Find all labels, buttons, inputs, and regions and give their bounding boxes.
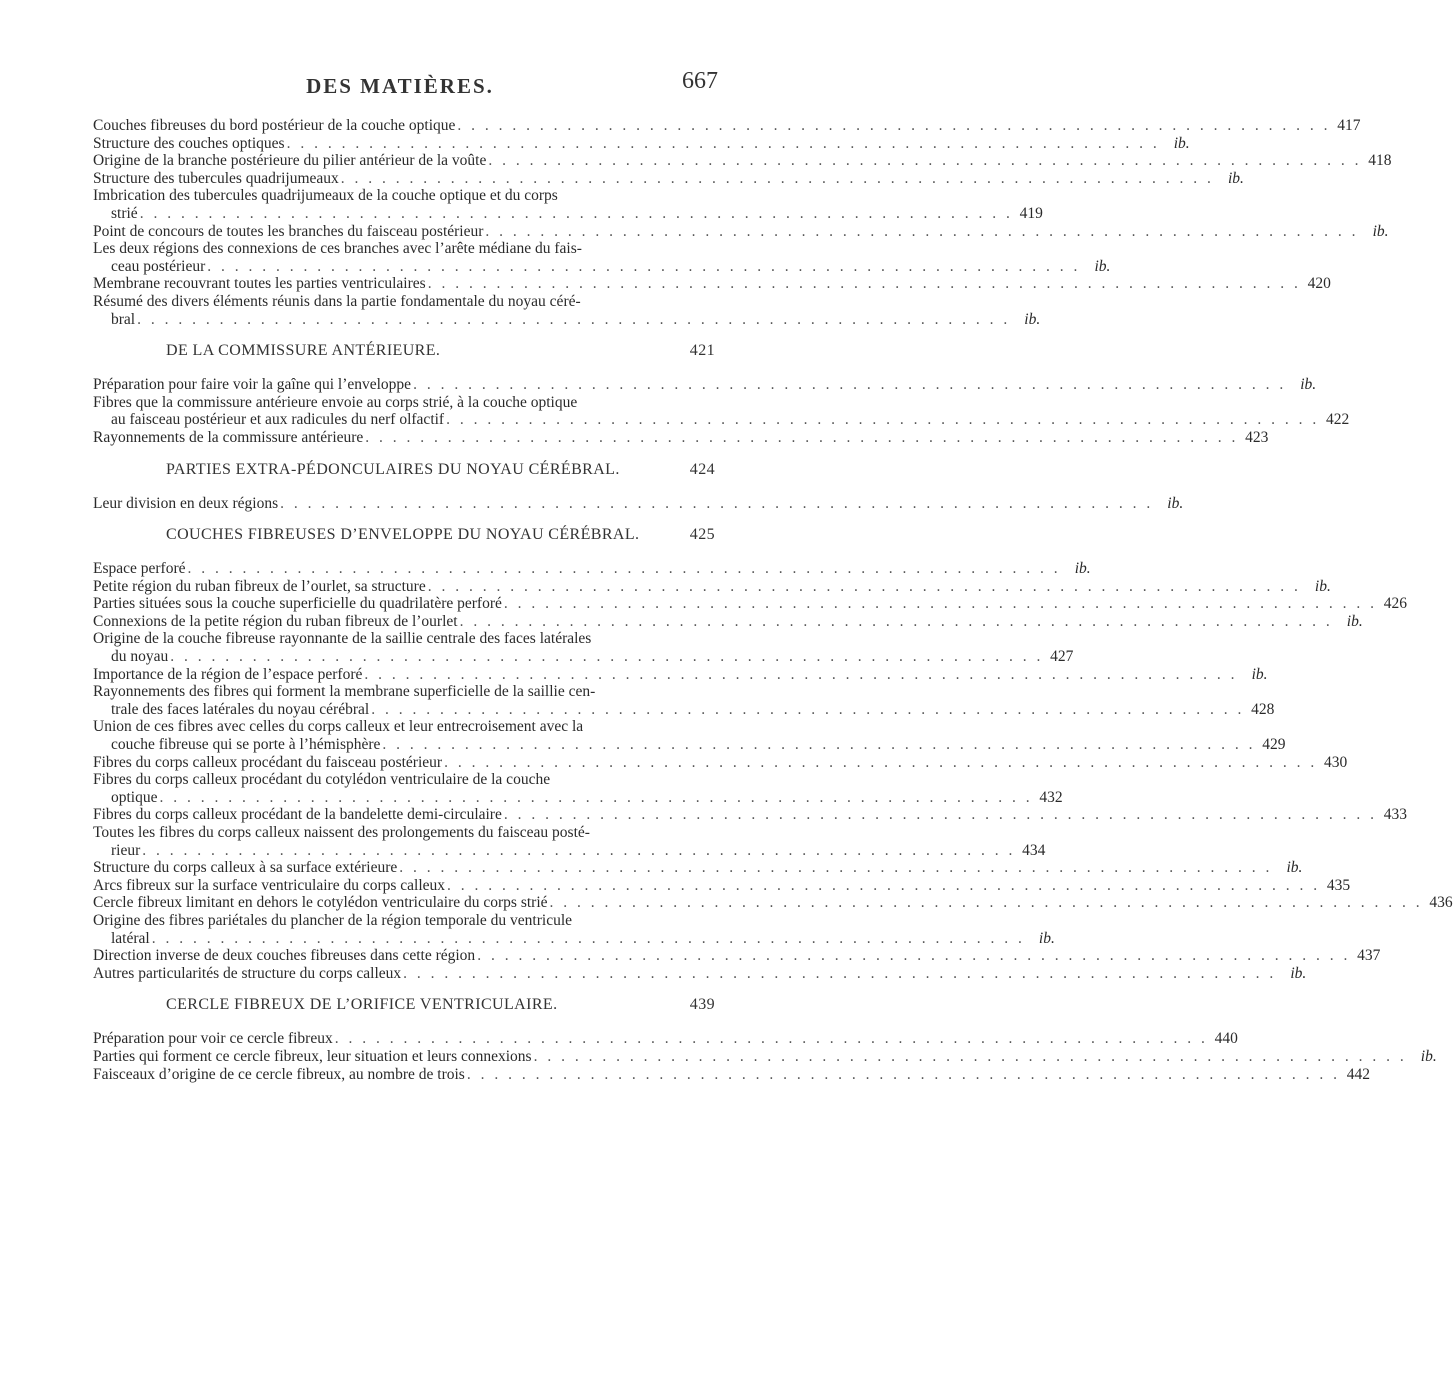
entry-text: bral bbox=[111, 310, 136, 328]
dot-leader: . . . . . . . . . . . . . . . . . . . . . . . . . . . . . . . . . . . . . . . . . . . . . . . . . . . . . . . . . . . . . . . . bbox=[280, 494, 1154, 512]
entry-text: Structure du corps calleux à sa surface extérieure bbox=[93, 859, 398, 877]
toc-entry bbox=[93, 771, 1063, 806]
entry-text: Imbrication des tubercules quadrijumeaux de la couche optique et du corps bbox=[93, 187, 558, 205]
dot-leader: . . . . . . . . . . . . . . . . . . . . . . . . . . . . . . . . . . . . . . . . . . . . . . . . . . . . . . . . . . . . . . . . bbox=[142, 841, 1016, 859]
entry-line bbox=[93, 630, 715, 648]
dot-leader: . . . . . . . . . . . . . . . . . . . . . . . . . . . . . . . . . . . . . . . . . . . . . . . . . . . . . . . . . . . . . . . . bbox=[207, 257, 1081, 275]
entry-line bbox=[93, 577, 1331, 596]
toc-entry bbox=[93, 134, 1190, 153]
entry-page-ref: ib. bbox=[1024, 310, 1041, 328]
toc-entry bbox=[93, 665, 1268, 684]
toc-entry bbox=[93, 630, 1074, 666]
dot-leader: . . . . . . . . . . . . . . . . . . . . . . . . . . . . . . . . . . . . . . . . . . . . . . . . . . . . . . . . . . . . . . . . bbox=[549, 894, 1423, 912]
section-page-ref: 421 bbox=[689, 342, 715, 360]
entry-page-ref: 418 bbox=[1368, 152, 1392, 170]
entry-line bbox=[93, 117, 1361, 135]
entry-text: Autres particularités de structure du corps calleux bbox=[93, 964, 402, 982]
entry-line bbox=[93, 293, 715, 311]
entry-text: Rayonnements de la commissure antérieure bbox=[93, 428, 364, 446]
dot-leader: . . . . . . . . . . . . . . . . . . . . . . . . . . . . . . . . . . . . . . . . . . . . . . . . . . . . . . . . . . . . . . . . bbox=[151, 929, 1025, 947]
dot-leader: . . . . . . . . . . . . . . . . . . . . . . . . . . . . . . . . . . . . . . . . . . . . . . . . . . . . . . . . . . . . . . . . bbox=[444, 753, 1318, 771]
entry-line bbox=[93, 806, 1407, 824]
entry-text: Résumé des divers éléments réunis dans la partie fondamentale du noyau céré- bbox=[93, 292, 581, 310]
entry-text: Parties qui forment ce cercle fibreux, leur situation et leurs connexions bbox=[93, 1047, 532, 1065]
entry-line bbox=[93, 240, 715, 258]
section-page-ref: 424 bbox=[689, 460, 715, 478]
section-title: COUCHES FIBREUSES D’ENVELOPPE DU NOYAU CÉRÉBRAL. bbox=[166, 526, 640, 544]
dot-leader: . . . . . . . . . . . . . . . . . . . . . . . . . . . . . . . . . . . . . . . . . . . . . . . . . . . . . . . . . . . . . . . . bbox=[139, 204, 1013, 222]
toc-entry bbox=[93, 240, 1111, 275]
page-header bbox=[0, 68, 800, 108]
entry-page-ref: ib. bbox=[1346, 612, 1363, 630]
entry-line bbox=[93, 947, 1381, 965]
toc-entry bbox=[93, 1047, 1437, 1066]
entry-line bbox=[93, 612, 1363, 631]
section-title: CERCLE FIBREUX DE L’ORIFICE VENTRICULAIRE. bbox=[166, 996, 558, 1014]
toc-entry bbox=[93, 117, 1361, 135]
entry-line bbox=[93, 718, 715, 736]
entry-text: Rayonnements des fibres qui forment la membrane superficielle de la saillie cen- bbox=[93, 683, 596, 701]
toc-entry bbox=[93, 1030, 1238, 1048]
section-heading bbox=[93, 996, 715, 1014]
entry-page-ref: 434 bbox=[1022, 841, 1046, 859]
dot-leader: . . . . . . . . . . . . . . . . . . . . . . . . . . . . . . . . . . . . . . . . . . . . . . . . . . . . . . . . . . . . . . . . bbox=[447, 876, 1321, 894]
entry-page-ref: 432 bbox=[1039, 788, 1063, 806]
table-of-contents bbox=[93, 117, 1453, 1083]
toc-entry bbox=[93, 753, 1348, 772]
entry-page-ref: ib. bbox=[1227, 169, 1244, 187]
entry-line bbox=[93, 876, 1351, 895]
entry-text: au faisceau postérieur et aux radicules du nerf olfactif bbox=[111, 411, 445, 429]
running-title: DES MATIÈRES. bbox=[306, 74, 494, 98]
section-title: DE LA COMMISSURE ANTÉRIEURE. bbox=[166, 342, 441, 360]
section-heading bbox=[93, 342, 715, 360]
entry-text: Faisceaux d’origine de ce cercle fibreux, au nombre de trois bbox=[93, 1065, 465, 1083]
entry-page-ref: 422 bbox=[1325, 411, 1350, 429]
entry-text: Arcs fibreux sur la surface ventriculaire du corps calleux bbox=[93, 876, 446, 894]
toc-entry bbox=[93, 911, 1055, 947]
entry-text: Origine des fibres pariétales du plancher de la région temporale du ventricule bbox=[93, 911, 573, 929]
entry-line bbox=[93, 411, 1350, 429]
entry-line bbox=[93, 494, 1184, 513]
entry-text: Fibres du corps calleux procédant de la bandelette demi-circulaire bbox=[93, 806, 502, 824]
dot-leader: . . . . . . . . . . . . . . . . . . . . . . . . . . . . . . . . . . . . . . . . . . . . . . . . . . . . . . . . . . . . . . . . bbox=[170, 648, 1044, 666]
toc-entry bbox=[93, 964, 1307, 983]
entry-text: Couches fibreuses du bord postérieur de la couche optique bbox=[93, 117, 456, 134]
entry-text: Connexions de la petite région du ruban fibreux de l’ourlet bbox=[93, 612, 458, 630]
entry-page-ref: ib. bbox=[1290, 964, 1307, 982]
entry-line bbox=[93, 753, 1348, 772]
entry-page-ref: 419 bbox=[1019, 204, 1043, 222]
toc-entry bbox=[93, 275, 1331, 293]
entry-page-ref: ib. bbox=[1420, 1047, 1437, 1065]
dot-leader: . . . . . . . . . . . . . . . . . . . . . . . . . . . . . . . . . . . . . . . . . . . . . . . . . . . . . . . . . . . . . . . . bbox=[488, 152, 1362, 170]
entry-page-ref: 423 bbox=[1245, 428, 1269, 446]
entry-page-ref: 430 bbox=[1323, 753, 1348, 771]
entry-line bbox=[93, 257, 1111, 276]
entry-line bbox=[93, 560, 1091, 578]
entry-page-ref: 420 bbox=[1307, 275, 1331, 293]
entry-page-ref: 436 bbox=[1429, 894, 1453, 912]
entry-line bbox=[93, 841, 1046, 860]
toc-entry bbox=[93, 428, 1269, 447]
entry-text: rieur bbox=[111, 841, 141, 859]
toc-entry bbox=[93, 806, 1407, 824]
entry-line bbox=[93, 859, 1303, 877]
dot-leader: . . . . . . . . . . . . . . . . . . . . . . . . . . . . . . . . . . . . . . . . . . . . . . . . . . . . . . . . . . . . . . . . bbox=[159, 788, 1033, 806]
entry-line bbox=[93, 152, 1392, 170]
entry-text: Préparation pour faire voir la gaîne qui l’enveloppe bbox=[93, 376, 412, 394]
entry-line bbox=[93, 134, 1190, 153]
entry-page-ref: ib. bbox=[1300, 376, 1317, 394]
entry-line bbox=[93, 169, 1244, 188]
entry-text: Espace perforé bbox=[93, 560, 186, 578]
entry-page-ref: ib. bbox=[1074, 560, 1091, 578]
entry-page-ref: ib. bbox=[1251, 665, 1268, 683]
entry-line bbox=[93, 187, 715, 205]
entry-text: trale des faces latérales du noyau cérébral bbox=[111, 700, 370, 718]
dot-leader: . . . . . . . . . . . . . . . . . . . . . . . . . . . . . . . . . . . . . . . . . . . . . . . . . . . . . . . . . . . . . . . . bbox=[137, 310, 1011, 328]
entry-line bbox=[93, 824, 715, 842]
entry-text: Les deux régions des connexions de ces branches avec l’arête médiane du fais- bbox=[93, 240, 582, 258]
entry-page-ref: ib. bbox=[1173, 134, 1190, 152]
entry-line bbox=[93, 376, 1317, 394]
dot-leader: . . . . . . . . . . . . . . . . . . . . . . . . . . . . . . . . . . . . . . . . . . . . . . . . . . . . . . . . . . . . . . . . bbox=[399, 859, 1273, 877]
entry-line bbox=[93, 1030, 1238, 1048]
toc-entry bbox=[93, 169, 1244, 188]
entry-text: Toutes les fibres du corps calleux naissent des prolongements du faisceau posté- bbox=[93, 824, 590, 841]
entry-text: du noyau bbox=[111, 648, 169, 666]
dot-leader: . . . . . . . . . . . . . . . . . . . . . . . . . . . . . . . . . . . . . . . . . . . . . . . . . . . . . . . . . . . . . . . . bbox=[340, 169, 1214, 187]
entry-text: Origine de la couche fibreuse rayonnante de la saillie centrale des faces latérales bbox=[93, 630, 592, 648]
toc-entry bbox=[93, 595, 1407, 613]
entry-text: Fibres que la commissure antérieure envoie au corps strié, à la couche optique bbox=[93, 393, 578, 411]
entry-text: Point de concours de toutes les branches du faisceau postérieur bbox=[93, 222, 484, 240]
entry-page-ref: 433 bbox=[1383, 806, 1407, 824]
toc-entry bbox=[93, 1065, 1370, 1084]
dot-leader: . . . . . . . . . . . . . . . . . . . . . . . . . . . . . . . . . . . . . . . . . . . . . . . . . . . . . . . . . . . . . . . . bbox=[485, 222, 1359, 240]
toc-entry bbox=[93, 152, 1392, 170]
entry-text: strié bbox=[111, 204, 138, 222]
entry-text: couche fibreuse qui se porte à l’hémisphère bbox=[111, 736, 381, 754]
dot-leader: . . . . . . . . . . . . . . . . . . . . . . . . . . . . . . . . . . . . . . . . . . . . . . . . . . . . . . . . . . . . . . . . bbox=[427, 275, 1301, 293]
section-heading bbox=[93, 526, 715, 544]
entry-line bbox=[93, 1065, 1370, 1084]
entry-page-ref: 426 bbox=[1383, 595, 1407, 613]
dot-leader: . . . . . . . . . . . . . . . . . . . . . . . . . . . . . . . . . . . . . . . . . . . . . . . . . . . . . . . . . . . . . . . . bbox=[382, 736, 1256, 754]
entry-page-ref: ib. bbox=[1167, 494, 1184, 512]
entry-page-ref: 417 bbox=[1337, 117, 1361, 134]
entry-line bbox=[93, 275, 1331, 293]
dot-leader: . . . . . . . . . . . . . . . . . . . . . . . . . . . . . . . . . . . . . . . . . . . . . . . . . . . . . . . . . . . . . . . . bbox=[427, 577, 1301, 595]
entry-line bbox=[93, 736, 1286, 754]
toc-entry bbox=[93, 894, 1453, 912]
dot-leader: . . . . . . . . . . . . . . . . . . . . . . . . . . . . . . . . . . . . . . . . . . . . . . . . . . . . . . . . . . . . . . . . bbox=[477, 947, 1351, 965]
toc-entry bbox=[93, 577, 1331, 596]
entry-line bbox=[93, 771, 715, 789]
toc-entry bbox=[93, 376, 1317, 394]
entry-text: Direction inverse de deux couches fibreuses dans cette région bbox=[93, 947, 476, 965]
dot-leader: . . . . . . . . . . . . . . . . . . . . . . . . . . . . . . . . . . . . . . . . . . . . . . . . . . . . . . . . . . . . . . . . bbox=[187, 560, 1061, 578]
entry-page-ref: 437 bbox=[1357, 947, 1381, 965]
entry-text: optique bbox=[111, 788, 158, 806]
dot-leader: . . . . . . . . . . . . . . . . . . . . . . . . . . . . . . . . . . . . . . . . . . . . . . . . . . . . . . . . . . . . . . . . bbox=[364, 665, 1238, 683]
entry-line bbox=[93, 700, 1275, 719]
dot-leader: . . . . . . . . . . . . . . . . . . . . . . . . . . . . . . . . . . . . . . . . . . . . . . . . . . . . . . . . . . . . . . . . bbox=[503, 806, 1377, 824]
entry-text: Fibres du corps calleux procédant du cotylédon ventriculaire de la couche bbox=[93, 771, 551, 789]
dot-leader: . . . . . . . . . . . . . . . . . . . . . . . . . . . . . . . . . . . . . . . . . . . . . . . . . . . . . . . . . . . . . . . . bbox=[503, 595, 1377, 613]
dot-leader: . . . . . . . . . . . . . . . . . . . . . . . . . . . . . . . . . . . . . . . . . . . . . . . . . . . . . . . . . . . . . . . . bbox=[365, 428, 1239, 446]
toc-entry bbox=[93, 683, 1275, 718]
entry-line bbox=[93, 665, 1268, 684]
toc-entry bbox=[93, 393, 1350, 429]
toc-entry bbox=[93, 876, 1351, 895]
entry-line bbox=[93, 394, 715, 412]
entry-text: Importance de la région de l’espace perforé bbox=[93, 665, 363, 683]
entry-page-ref: 428 bbox=[1251, 700, 1275, 718]
toc-entry bbox=[93, 292, 1041, 328]
entry-line bbox=[93, 912, 715, 930]
dot-leader: . . . . . . . . . . . . . . . . . . . . . . . . . . . . . . . . . . . . . . . . . . . . . . . . . . . . . . . . . . . . . . . . bbox=[446, 411, 1320, 429]
entry-page-ref: ib. bbox=[1372, 222, 1389, 240]
dot-leader: . . . . . . . . . . . . . . . . . . . . . . . . . . . . . . . . . . . . . . . . . . . . . . . . . . . . . . . . . . . . . . . . bbox=[466, 1065, 1340, 1083]
toc-entry bbox=[93, 859, 1303, 877]
toc-entry bbox=[93, 560, 1091, 578]
entry-text: Membrane recouvrant toutes les parties ventriculaires bbox=[93, 275, 426, 293]
entry-line bbox=[93, 788, 1063, 807]
entry-page-ref: ib. bbox=[1286, 859, 1303, 877]
dot-leader: . . . . . . . . . . . . . . . . . . . . . . . . . . . . . . . . . . . . . . . . . . . . . . . . . . . . . . . . . . . . . . . . bbox=[371, 700, 1245, 718]
dot-leader: . . . . . . . . . . . . . . . . . . . . . . . . . . . . . . . . . . . . . . . . . . . . . . . . . . . . . . . . . . . . . . . . bbox=[533, 1047, 1407, 1065]
entry-page-ref: ib. bbox=[1038, 929, 1055, 947]
entry-text: Parties situées sous la couche superficielle du quadrilatère perforé bbox=[93, 595, 502, 613]
section-title: PARTIES EXTRA-PÉDONCULAIRES DU NOYAU CÉRÉBRAL. bbox=[166, 460, 620, 478]
dot-leader: . . . . . . . . . . . . . . . . . . . . . . . . . . . . . . . . . . . . . . . . . . . . . . . . . . . . . . . . . . . . . . . . bbox=[413, 376, 1287, 394]
entry-text: Union de ces fibres avec celles du corps calleux et leur entrecroisement avec la bbox=[93, 718, 584, 736]
entry-page-ref: 429 bbox=[1262, 736, 1286, 754]
entry-line bbox=[93, 929, 1055, 948]
section-page-ref: 439 bbox=[689, 996, 715, 1014]
dot-leader: . . . . . . . . . . . . . . . . . . . . . . . . . . . . . . . . . . . . . . . . . . . . . . . . . . . . . . . . . . . . . . . . bbox=[459, 612, 1333, 630]
dot-leader: . . . . . . . . . . . . . . . . . . . . . . . . . . . . . . . . . . . . . . . . . . . . . . . . . . . . . . . . . . . . . . . . bbox=[403, 964, 1277, 982]
toc-entry bbox=[93, 222, 1389, 241]
section-heading bbox=[93, 461, 715, 479]
entry-line bbox=[93, 204, 1043, 223]
entry-page-ref: 435 bbox=[1326, 876, 1351, 894]
dot-leader: . . . . . . . . . . . . . . . . . . . . . . . . . . . . . . . . . . . . . . . . . . . . . . . . . . . . . . . . . . . . . . . . bbox=[334, 1030, 1208, 1048]
entry-page-ref: 440 bbox=[1214, 1030, 1238, 1048]
toc-entry bbox=[93, 612, 1363, 631]
entry-line bbox=[93, 222, 1389, 241]
entry-text: latéral bbox=[111, 929, 150, 947]
entry-text: ceau postérieur bbox=[111, 257, 206, 275]
entry-text: Origine de la branche postérieure du pilier antérieur de la voûte bbox=[93, 152, 487, 170]
entry-text: Préparation pour voir ce cercle fibreux bbox=[93, 1030, 333, 1048]
entry-line bbox=[93, 1047, 1437, 1066]
section-page-ref: 425 bbox=[689, 526, 715, 544]
entry-text: Structure des couches optiques bbox=[93, 134, 285, 152]
entry-text: Structure des tubercules quadrijumeaux bbox=[93, 169, 339, 187]
entry-text: Cercle fibreux limitant en dehors le cotylédon ventriculaire du corps strié bbox=[93, 894, 548, 912]
entry-page-ref: ib. bbox=[1314, 577, 1331, 595]
dot-leader: . . . . . . . . . . . . . . . . . . . . . . . . . . . . . . . . . . . . . . . . . . . . . . . . . . . . . . . . . . . . . . . . bbox=[457, 117, 1331, 134]
entry-text: Leur division en deux régions bbox=[93, 494, 279, 512]
entry-page-ref: 427 bbox=[1050, 648, 1074, 666]
entry-line bbox=[93, 428, 1269, 447]
toc-entry bbox=[93, 187, 1043, 222]
page-number: 667 bbox=[682, 68, 718, 94]
entry-text: Fibres du corps calleux procédant du faisceau postérieur bbox=[93, 753, 443, 771]
toc-entry bbox=[93, 824, 1046, 859]
toc-entry bbox=[93, 718, 1286, 754]
dot-leader: . . . . . . . . . . . . . . . . . . . . . . . . . . . . . . . . . . . . . . . . . . . . . . . . . . . . . . . . . . . . . . . . bbox=[286, 134, 1160, 152]
entry-page-ref: ib. bbox=[1094, 257, 1111, 275]
toc-entry bbox=[93, 947, 1381, 965]
entry-text: Petite région du ruban fibreux de l’ourlet, sa structure bbox=[93, 577, 426, 595]
entry-line bbox=[93, 648, 1074, 666]
toc-entry bbox=[93, 494, 1184, 513]
entry-line bbox=[93, 310, 1041, 329]
entry-line bbox=[93, 683, 715, 701]
entry-page-ref: 442 bbox=[1346, 1065, 1370, 1083]
entry-line bbox=[93, 595, 1407, 613]
entry-line bbox=[93, 964, 1307, 983]
entry-line bbox=[93, 894, 1453, 912]
